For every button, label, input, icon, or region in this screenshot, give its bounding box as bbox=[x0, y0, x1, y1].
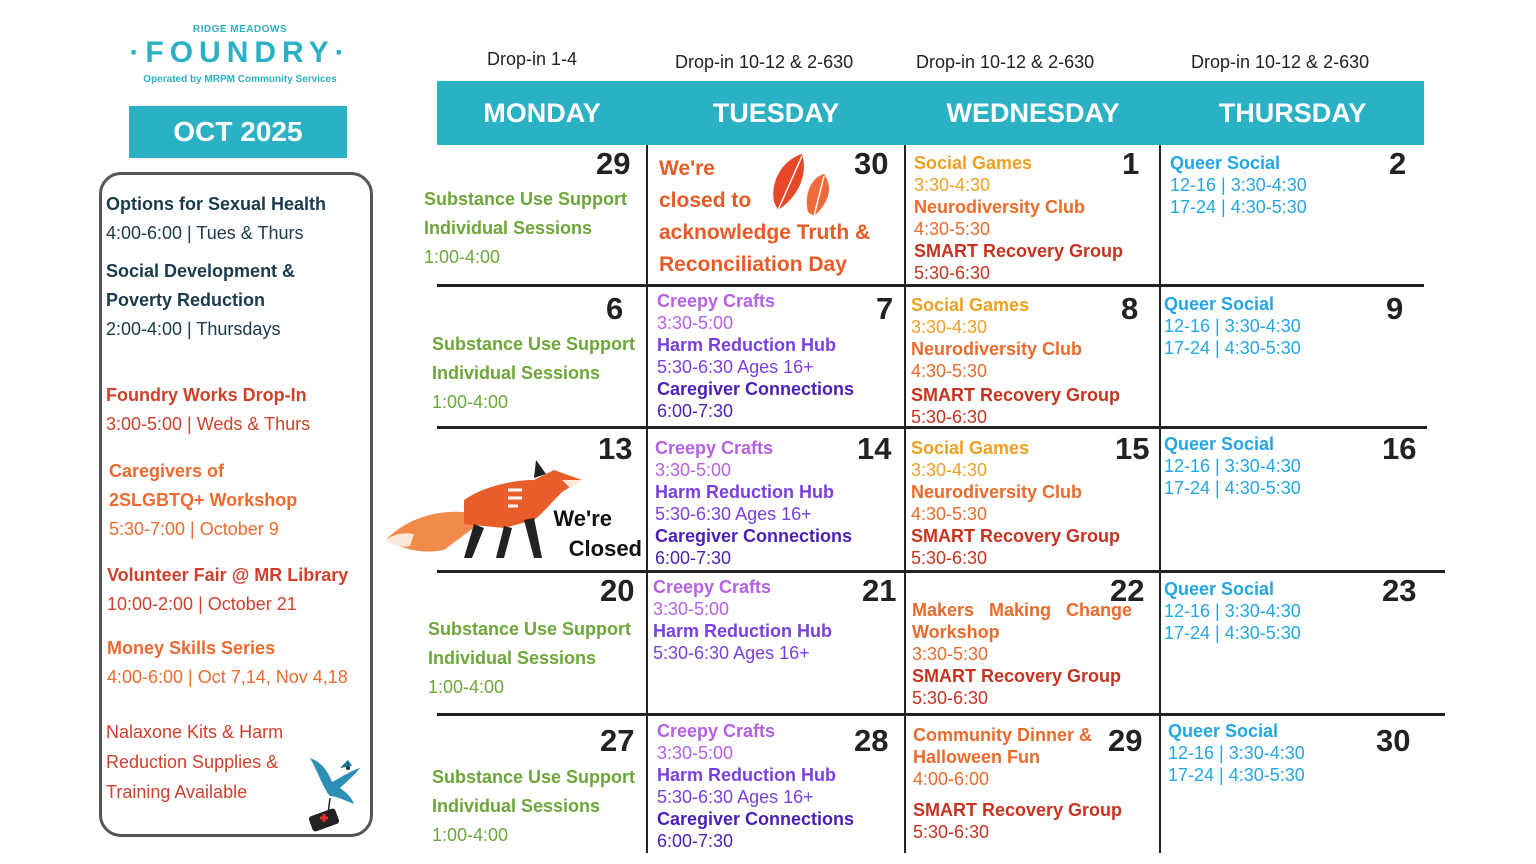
feather-icon bbox=[768, 152, 840, 218]
event-substance-use bbox=[432, 763, 635, 850]
day-number: 1 bbox=[1122, 146, 1140, 181]
event-block bbox=[657, 720, 854, 852]
event-title: SMART Recovery Group bbox=[914, 241, 1124, 261]
event-time: 5:30-6:30 bbox=[913, 822, 990, 842]
event-title: Queer Social bbox=[1170, 153, 1281, 173]
event-title: Substance Use Support bbox=[432, 767, 636, 787]
dropin-label-thursday: Drop-in 10-12 & 2-630 bbox=[1191, 52, 1370, 72]
event-title: Social Games bbox=[911, 438, 1030, 458]
event-title: SMART Recovery Group bbox=[913, 800, 1123, 820]
sidebar-item-time: 5:30-7:00 | October 9 bbox=[109, 519, 279, 539]
event-time: 4:30-5:30 bbox=[911, 504, 988, 524]
event-title: Harm Reduction Hub bbox=[657, 335, 837, 355]
sidebar-item-time: 4:00-6:00 | Oct 7,14, Nov 4,18 bbox=[107, 667, 348, 687]
event-time: 17-24 | 4:30-5:30 bbox=[1168, 765, 1305, 785]
event-time: 12-16 | 3:30-4:30 bbox=[1164, 601, 1301, 621]
day-number: 29 bbox=[1108, 723, 1143, 758]
event-title: Queer Social bbox=[1164, 434, 1275, 454]
event-time: 17-24 | 4:30-5:30 bbox=[1164, 338, 1301, 358]
sidebar-item-time: 4:00-6:00 | Tues & Thurs bbox=[106, 223, 304, 243]
event-time: 3:30-5:00 bbox=[657, 313, 734, 333]
day-number: 13 bbox=[598, 431, 633, 466]
month-badge: OCT 2025 bbox=[129, 106, 347, 158]
event-title: Substance Use Support bbox=[428, 619, 632, 639]
event-time: 3:30-4:30 bbox=[911, 317, 988, 337]
event-title: Individual Sessions bbox=[428, 648, 597, 668]
sidebar-item-title: 2SLGBTQ+ Workshop bbox=[109, 490, 298, 510]
day-number: 29 bbox=[596, 146, 631, 181]
event-title: SMART Recovery Group bbox=[911, 385, 1121, 405]
event-title: SMART Recovery Group bbox=[911, 526, 1121, 546]
day-number: 30 bbox=[854, 146, 889, 181]
event-time: 6:00-7:30 bbox=[655, 548, 732, 568]
event-block bbox=[657, 290, 854, 422]
event-time: 5:30-6:30 Ages 16+ bbox=[657, 357, 814, 377]
event-block bbox=[1168, 720, 1305, 786]
event-time: 12-16 | 3:30-4:30 bbox=[1168, 743, 1305, 763]
event-time: 3:30-5:30 bbox=[912, 644, 989, 664]
sidebar-item-time: 2:00-4:00 | Thursdays bbox=[106, 319, 281, 339]
event-substance-use bbox=[428, 615, 631, 702]
dropin-label-wednesday: Drop-in 10-12 & 2-630 bbox=[916, 52, 1095, 72]
event-time: 12-16 | 3:30-4:30 bbox=[1170, 175, 1307, 195]
sidebar-item-text: Reduction Supplies & bbox=[106, 752, 279, 772]
day-number: 20 bbox=[600, 573, 635, 608]
event-title: Workshop bbox=[912, 622, 1000, 642]
day-number: 15 bbox=[1115, 431, 1150, 466]
sidebar-item-text: Training Available bbox=[106, 782, 248, 802]
day-number: 22 bbox=[1110, 573, 1145, 608]
event-block bbox=[653, 576, 832, 664]
event-title: Creepy Crafts bbox=[655, 438, 774, 458]
dropin-label-monday: Drop-in 1-4 bbox=[487, 49, 578, 69]
bird-icon bbox=[300, 738, 368, 834]
event-time: 12-16 | 3:30-4:30 bbox=[1164, 456, 1301, 476]
event-title: Creepy Crafts bbox=[657, 291, 776, 311]
sidebar-item bbox=[106, 381, 310, 439]
logo-subtitle: Operated by MRPM Community Services bbox=[143, 74, 337, 85]
event-title: Harm Reduction Hub bbox=[653, 621, 833, 641]
sidebar-item-title: Foundry Works Drop-In bbox=[106, 385, 307, 405]
event-time: 5:30-6:30 bbox=[911, 407, 988, 427]
event-substance-use bbox=[424, 185, 627, 272]
event-time: 6:00-7:30 bbox=[657, 831, 734, 851]
grid-line bbox=[904, 145, 906, 853]
closure-text: We're bbox=[659, 157, 715, 180]
sidebar-item-time: 10:00-2:00 | October 21 bbox=[107, 594, 297, 614]
event-time: 3:30-4:30 bbox=[914, 175, 991, 195]
event-title: Harm Reduction Hub bbox=[657, 765, 837, 785]
event-title: Neurodiversity Club bbox=[911, 339, 1083, 359]
event-time: 5:30-6:30 bbox=[912, 688, 989, 708]
grid-line bbox=[1159, 145, 1161, 853]
sidebar-item bbox=[106, 257, 295, 344]
closed-text: We're bbox=[553, 506, 612, 531]
event-title: Social Games bbox=[914, 153, 1033, 173]
event-block bbox=[1164, 578, 1301, 644]
day-number: 7 bbox=[876, 291, 894, 326]
logo-foundry: ·FOUNDRY· bbox=[129, 36, 351, 69]
event-title: Caregiver Connections bbox=[657, 379, 855, 399]
event-block bbox=[911, 294, 1120, 428]
event-time: 5:30-6:30 Ages 16+ bbox=[653, 643, 810, 663]
event-title: Community Dinner & bbox=[913, 725, 1093, 745]
event-block bbox=[914, 152, 1123, 284]
closed-text: Closed bbox=[568, 536, 642, 561]
event-title: SMART Recovery Group bbox=[912, 666, 1122, 686]
event-title: Individual Sessions bbox=[432, 796, 601, 816]
grid-line bbox=[437, 570, 1445, 573]
header-monday: MONDAY bbox=[483, 97, 601, 128]
closure-text: closed to bbox=[659, 189, 752, 212]
day-number: 9 bbox=[1386, 291, 1404, 326]
event-title: Halloween Fun bbox=[913, 747, 1041, 767]
grid-line bbox=[646, 145, 648, 853]
sidebar-item-title: Caregivers of bbox=[109, 461, 225, 481]
day-number: 8 bbox=[1121, 291, 1139, 326]
event-substance-use bbox=[432, 330, 635, 417]
event-time: 3:30-4:30 bbox=[911, 460, 988, 480]
day-number: 14 bbox=[857, 431, 892, 466]
day-number: 28 bbox=[854, 723, 889, 758]
event-title: Caregiver Connections bbox=[657, 809, 855, 829]
event-title: Social Games bbox=[911, 295, 1030, 315]
header-thursday: THURSDAY bbox=[1218, 97, 1367, 128]
event-title: Queer Social bbox=[1164, 579, 1275, 599]
event-time: 17-24 | 4:30-5:30 bbox=[1164, 623, 1301, 643]
sidebar-item-title: Poverty Reduction bbox=[106, 290, 266, 310]
event-title: Caregiver Connections bbox=[655, 526, 853, 546]
event-time: 4:00-6:00 bbox=[913, 769, 990, 789]
event-title: Individual Sessions bbox=[424, 218, 593, 238]
event-title: Queer Social bbox=[1168, 721, 1279, 741]
sidebar-item bbox=[106, 717, 283, 807]
event-time: 5:30-6:30 Ages 16+ bbox=[655, 504, 812, 524]
header-wednesday: WEDNESDAY bbox=[946, 97, 1120, 128]
event-time: 3:30-5:00 bbox=[657, 743, 734, 763]
grid-line bbox=[437, 284, 1424, 287]
dropin-label-tuesday: Drop-in 10-12 & 2-630 bbox=[675, 52, 854, 72]
day-number: 21 bbox=[862, 573, 897, 608]
event-title: Neurodiversity Club bbox=[914, 197, 1086, 217]
sidebar-item-title: Social Development & bbox=[106, 261, 296, 281]
closure-text: Reconciliation Day bbox=[659, 253, 847, 276]
event-title: Substance Use Support bbox=[424, 189, 628, 209]
sidebar-item-time: 3:00-5:00 | Weds & Thurs bbox=[106, 414, 311, 434]
event-title: Makers Making Change bbox=[912, 600, 1133, 620]
event-time: 3:30-5:00 bbox=[653, 599, 730, 619]
event-block bbox=[1164, 293, 1301, 359]
event-title: Individual Sessions bbox=[432, 363, 601, 383]
event-block bbox=[655, 437, 852, 569]
event-title: Creepy Crafts bbox=[657, 721, 776, 741]
sidebar-item-title: Options for Sexual Health bbox=[106, 194, 327, 214]
sidebar-item-text: Nalaxone Kits & Harm bbox=[106, 722, 284, 742]
event-title: Creepy Crafts bbox=[653, 577, 772, 597]
event-time: 5:30-6:30 bbox=[914, 263, 991, 283]
sidebar-item bbox=[107, 561, 348, 619]
event-time: 1:00-4:00 bbox=[424, 247, 501, 267]
event-time: 1:00-4:00 bbox=[428, 677, 505, 697]
day-number: 27 bbox=[600, 723, 635, 758]
event-block bbox=[911, 437, 1120, 569]
grid-line bbox=[437, 713, 1445, 716]
event-time: 4:30-5:30 bbox=[914, 219, 991, 239]
event-time: 6:00-7:30 bbox=[657, 401, 734, 421]
sidebar-item bbox=[106, 190, 326, 248]
event-title: Queer Social bbox=[1164, 294, 1275, 314]
day-number: 30 bbox=[1376, 723, 1411, 758]
event-time: 4:30-5:30 bbox=[911, 361, 988, 381]
day-number: 2 bbox=[1389, 146, 1407, 181]
sidebar-item bbox=[107, 634, 348, 692]
event-time: 1:00-4:00 bbox=[432, 392, 509, 412]
event-time: 17-24 | 4:30-5:30 bbox=[1164, 478, 1301, 498]
day-number: 6 bbox=[606, 291, 624, 326]
event-block bbox=[913, 724, 1122, 843]
day-number: 23 bbox=[1382, 573, 1417, 608]
event-block bbox=[912, 599, 1132, 709]
sidebar-item bbox=[109, 457, 297, 544]
event-time: 1:00-4:00 bbox=[432, 825, 509, 845]
event-block bbox=[1164, 433, 1301, 499]
day-number: 16 bbox=[1382, 431, 1417, 466]
event-time: 3:30-5:00 bbox=[655, 460, 732, 480]
event-block bbox=[1170, 152, 1307, 218]
event-title: Harm Reduction Hub bbox=[655, 482, 835, 502]
event-time: 12-16 | 3:30-4:30 bbox=[1164, 316, 1301, 336]
event-title: Neurodiversity Club bbox=[911, 482, 1083, 502]
event-time: 5:30-6:30 bbox=[911, 548, 988, 568]
event-time: 17-24 | 4:30-5:30 bbox=[1170, 197, 1307, 217]
were-closed-label bbox=[520, 504, 642, 564]
closure-text: acknowledge Truth & bbox=[659, 221, 871, 244]
event-time: 5:30-6:30 Ages 16+ bbox=[657, 787, 814, 807]
event-title: Substance Use Support bbox=[432, 334, 636, 354]
logo-top-text: RIDGE MEADOWS bbox=[192, 24, 288, 35]
sidebar-item-title: Money Skills Series bbox=[107, 638, 276, 658]
sidebar-item-title: Volunteer Fair @ MR Library bbox=[107, 565, 349, 585]
header-tuesday: TUESDAY bbox=[712, 97, 840, 128]
